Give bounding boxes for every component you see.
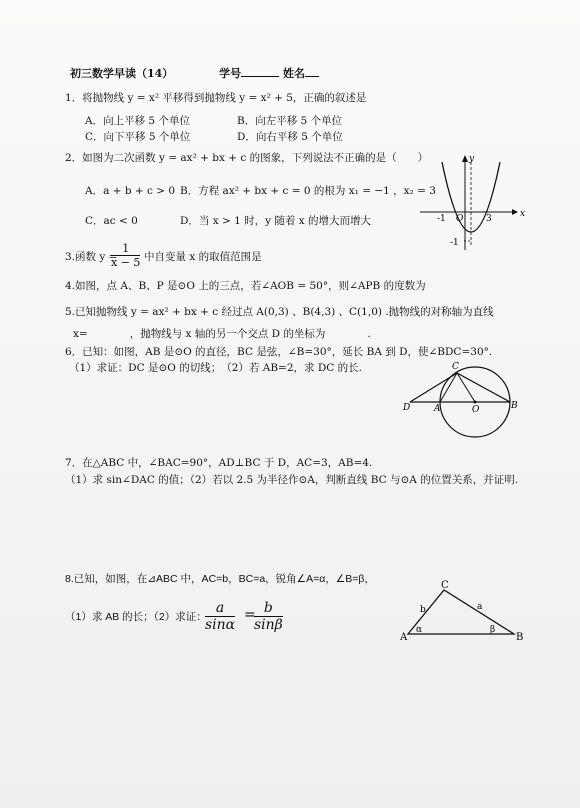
q6-chord-cb [457,373,510,402]
q8-rhs-fraction [254,600,283,633]
q8-label-side-a: a [477,602,483,612]
q2-x-label: x [520,209,526,219]
q3-numerator: 1 [111,242,140,256]
q1-option-a: A．向上平移 5 个单位 [85,115,190,127]
q1-option-b: B．向左平移 5 个单位 [237,115,343,127]
q6-tangent-dc [410,373,457,402]
q6-line1: 6．已知：如图，AB 是⊙O 的直径，BC 是弦，∠B=30°，延长 BA 到 D，使∠BDC=30°. [65,346,493,358]
student-id-label: 学号 [219,67,242,80]
q7-line1: 7．在△ABC 中，∠BAC=90°，AD⊥BC 于 D，AC=3，AB=4. [65,457,373,469]
q8-triangle-figure [400,578,525,643]
q8-line2: （1）求 AB 的长；（2）求证： [65,611,207,623]
student-name-label: 姓名 [283,67,305,80]
q8-lhs-denominator: sinα [205,617,236,633]
q4-stem: 4.如图，点 A、B、P 是⊙O 上的三点，若∠AOB = 50°，则∠APB 的度数为 [65,280,426,292]
q8-label-side-b: b [420,605,426,615]
q2-x-arrow-icon [512,209,518,215]
q1-stem: 1．将抛物线 y = x² 平移得到抛物线 y = x² + 5，正确的叙述是 [65,92,367,104]
student-name-blank[interactable] [305,76,319,77]
q8-lhs-numerator: a [205,600,235,617]
q8-rhs-numerator: b [254,600,283,617]
q1-option-c: C．向下平移 5 个单位 [85,131,191,143]
q8-equals: = [244,607,256,623]
q8-line1: 8.已知，如图，在⊿ABC 中，AC=b，BC=a，锐角∠A=α，∠B=β， [65,573,375,585]
q8-label-alpha: α [416,625,423,635]
q8-label-c-vertex: C [441,580,449,591]
q2-stem: 2．如图为二次函数 y = ax² + bx + c 的图象，下列说法不正确的是（ ） [65,152,429,164]
q8-label-beta: β [490,625,496,635]
student-id-blank[interactable] [241,76,279,77]
q8-label-a-vertex: A [400,632,408,643]
q2-parabola-graph [420,152,526,252]
q2-option-b: B．方程 ax² + bx + c = 0 的根为 x₁ = −1 ，x₂ = 3 [180,185,436,197]
q2-option-c: C．ac < 0 [85,215,138,227]
q3-suffix: 中自变量 x 的取值范围是 [144,251,262,263]
worksheet-title [70,65,319,81]
q3-denominator: x − 5 [111,256,141,269]
q6-center-dot [474,401,477,404]
q3-prefix: 3.函数 y = [65,251,118,263]
q2-min-value: -1 [450,238,459,248]
q2-pos-tick: 3 [486,214,492,224]
q6-label-a: A [434,404,441,414]
q6-label-b: B [511,401,518,411]
q2-y-arrow-icon [462,155,468,162]
q3-fraction [111,242,140,269]
q6-circle-figure [400,360,520,440]
q2-origin-label: O [456,214,464,224]
q5-line1: 5.已知抛物线 y = ax² + bx + c 经过点 A(0,3) 、B(4,3) 、C(1,0) .抛物线的对称轴为直线 [65,306,494,318]
q6-label-o: O [472,405,480,415]
q2-option-d: D．当 x > 1 时，y 随着 x 的增大而增大 [180,215,372,227]
q7-line2: （1）求 sin∠DAC 的值；（2）若以 2.5 为半径作⊙A，判断直线 BC 与⊙A 的位置关系，并证明. [65,474,519,486]
title-text: 初三数学早读（14） [70,67,174,80]
q8-rhs-denominator: sinβ [254,617,283,633]
q6-label-d: D [403,403,411,413]
q2-y-label: y [469,154,475,164]
q2-neg-tick: -1 [437,214,446,224]
q5-line2: x= ，抛物线与 x 轴的另一个交点 D 的坐标为 . [73,328,371,340]
q1-option-d: D．向右平移 5 个单位 [237,131,343,143]
q8-label-b-vertex: B [516,632,524,643]
q8-lhs-fraction [205,600,235,633]
q2-option-a: A．a + b + c > 0 [85,185,176,197]
q6-line2: （1）求证：DC 是⊙O 的切线； （2）若 AB=2，求 DC 的长. [69,362,362,374]
q6-label-c: C [452,362,459,372]
